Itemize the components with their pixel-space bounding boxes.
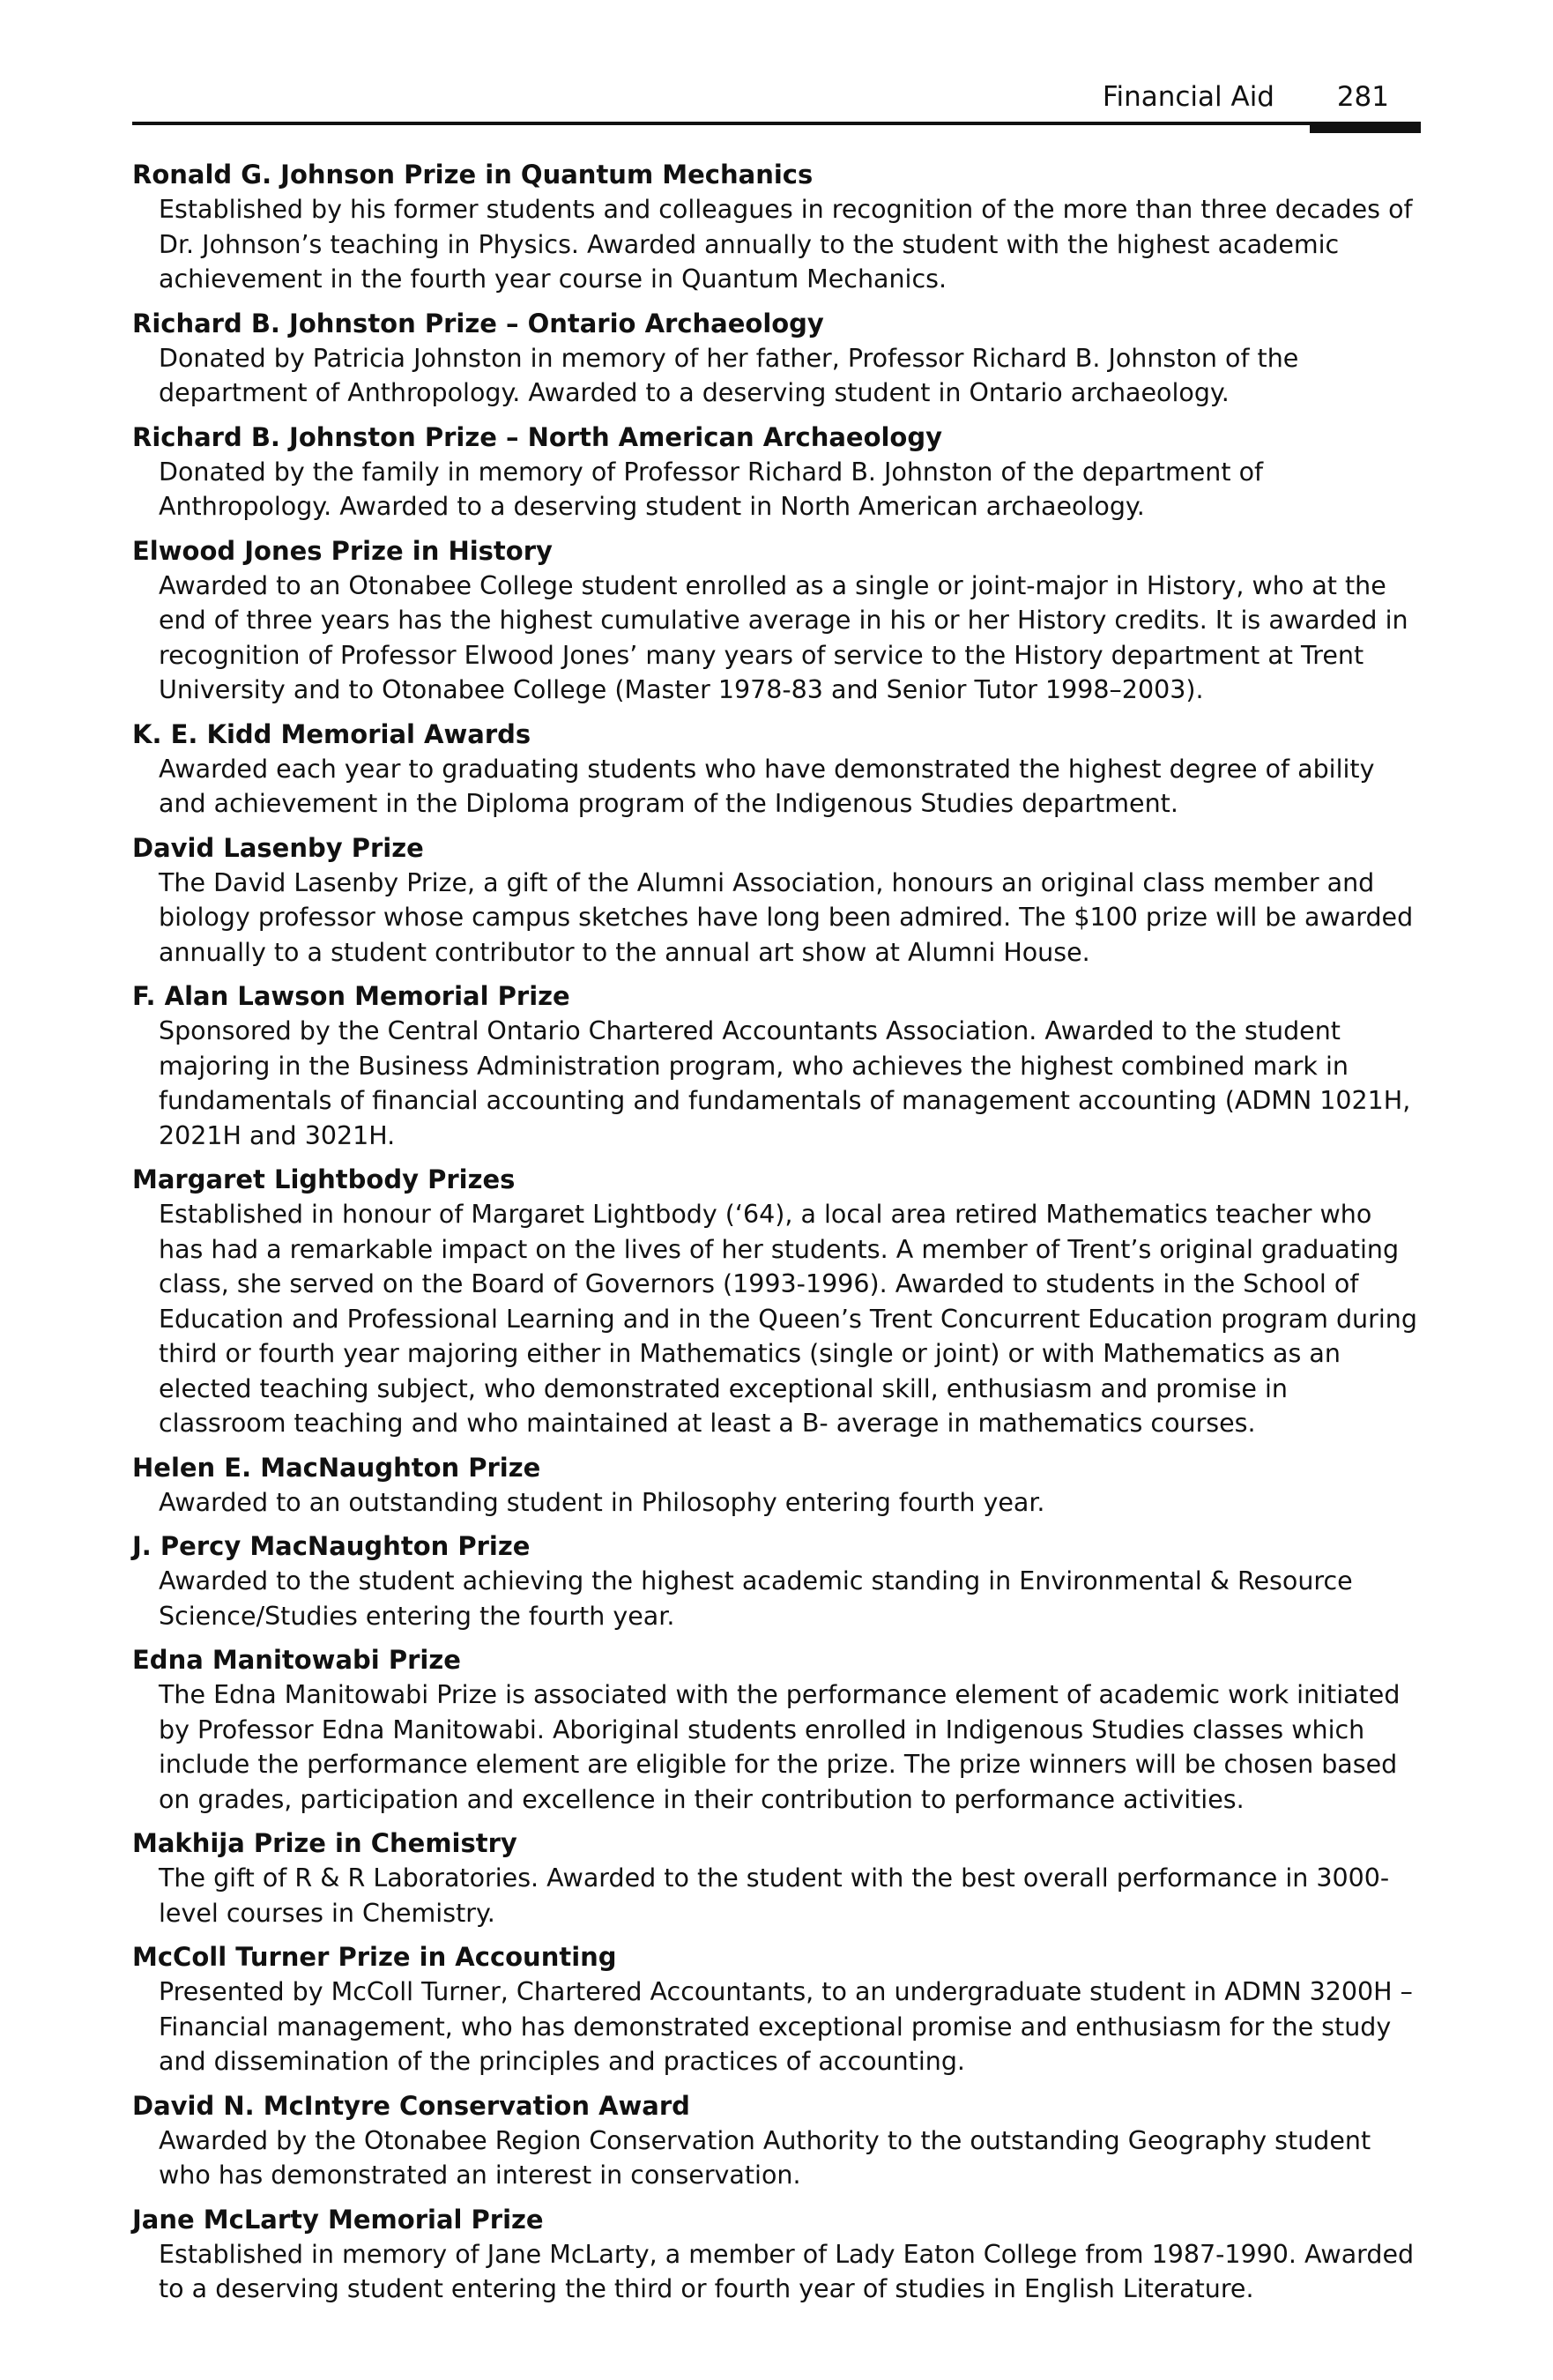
prize-description: The gift of R & R Laboratories. Awarded to the student with the best overall performance in 3000-level courses in Chemistry. — [159, 1863, 1390, 1928]
prize-entry — [132, 420, 1421, 524]
prize-description: Awarded each year to graduating students who have demonstrated the highest degree of ability and achievement in the Diploma program of the Indigenous Studies department. — [159, 754, 1375, 818]
prize-description: Sponsored by the Central Ontario Chartered Accountants Association. Awarded to the student majoring in the Business Administration program, who achieves the highest combined mark in fundamentals of financial accounting and fundamentals of management accounting (ADMN 1021H, 2021H and 3021H. — [159, 1016, 1411, 1150]
section-title: Financial Aid — [1102, 81, 1274, 113]
prize-entry — [132, 1826, 1421, 1930]
prize-description: The Edna Manitowabi Prize is associated with the performance element of academic work initiated by Professor Edna Manitowabi. Aboriginal students enrolled in Indigenous Studies classes which include the performance element are eligible for the prize. The prize winners will be chosen based on grades, participation and excellence in their contribution to performance activities. — [159, 1680, 1401, 1814]
prize-title: Helen E. MacNaughton Prize — [132, 1452, 541, 1483]
prize-title: Margaret Lightbody Prizes — [132, 1164, 516, 1194]
prize-title: F. Alan Lawson Memorial Prize — [132, 981, 570, 1011]
prize-title: Edna Manitowabi Prize — [132, 1645, 461, 1675]
prize-list — [132, 157, 1421, 2316]
prize-description: Donated by the family in memory of Professor Richard B. Johnston of the department of Anthropology. Awarded to a deserving student in North American archaeology. — [159, 457, 1264, 521]
header-tab-bar — [1310, 122, 1421, 133]
prize-title: K. E. Kidd Memorial Awards — [132, 718, 531, 749]
prize-description: Established by his former students and colleagues in recognition of the more than three decades of Dr. Johnson’s teaching in Physics. Awarded annually to the student with the highest academic achievement in the fourth year course in Quantum Mechanics. — [159, 195, 1413, 294]
prize-title: David N. McIntyre Conservation Award — [132, 2090, 690, 2121]
prize-entry — [132, 2088, 1421, 2193]
prize-entry — [132, 1642, 1421, 1817]
prize-title: J. Percy MacNaughton Prize — [132, 1531, 531, 1561]
prize-entry — [132, 830, 1421, 971]
prize-description: The David Lasenby Prize, a gift of the Alumni Association, honours an original class member and biology professor whose campus sketches have long been admired. The $100 prize will be awarded annually to a student contributor to the annual art show at Alumni House. — [159, 867, 1414, 967]
prize-title: Richard B. Johnston Prize – North American Archaeology — [132, 421, 943, 452]
prize-title: Ronald G. Johnson Prize in Quantum Mechanics — [132, 160, 814, 190]
prize-entry — [132, 717, 1421, 822]
prize-entry — [132, 2202, 1421, 2307]
prize-entry — [132, 1939, 1421, 2079]
prize-entry — [132, 157, 1421, 297]
prize-entry — [132, 978, 1421, 1153]
prize-entry — [132, 306, 1421, 411]
prize-description: Presented by McColl Turner, Chartered Accountants, to an undergraduate student in ADMN 3200H – Financial management, who has demonstrated exceptional promise and enthusiasm for the study and dissemination of the principles and practices of accounting. — [159, 1977, 1413, 2076]
prize-title: Makhija Prize in Chemistry — [132, 1828, 517, 1858]
prize-entry — [132, 1162, 1421, 1441]
prize-description: Awarded by the Otonabee Region Conservation Authority to the outstanding Geography student who has demonstrated an interest in conservation. — [159, 2125, 1371, 2190]
prize-description: Awarded to the student achieving the highest academic standing in Environmental & Resource Science/Studies entering the fourth year. — [159, 1566, 1353, 1631]
prize-description: Awarded to an outstanding student in Philosophy entering fourth year. — [159, 1487, 1045, 1517]
page-number: 281 — [1336, 81, 1389, 113]
header-rule — [132, 122, 1421, 125]
prize-entry — [132, 533, 1421, 708]
prize-description: Donated by Patricia Johnston in memory of her father, Professor Richard B. Johnston of the department of Anthropology. Awarded to a deserving student in Ontario archaeology. — [159, 343, 1299, 407]
prize-title: Richard B. Johnston Prize – Ontario Archaeology — [132, 308, 824, 338]
prize-entry — [132, 1450, 1421, 1521]
prize-title: David Lasenby Prize — [132, 832, 424, 863]
running-header — [132, 78, 1421, 130]
prize-entry — [132, 1528, 1421, 1633]
prize-title: Elwood Jones Prize in History — [132, 535, 553, 566]
prize-description: Established in honour of Margaret Lightbody (‘64), a local area retired Mathematics teacher who has had a remarkable impact on the lives of her students. A member of Trent’s original graduating class, she served on the Board of Governors (1993-1996). Awarded to students in the School of Education and Professional Learning and in the Queen’s Trent Concurrent Education program during third or fourth year majoring either in Mathematics (single or joint) or with Mathematics as an elected teaching subject, who demonstrated exceptional skill, enthusiasm and promise in classroom teaching and who maintained at least a B- average in mathematics courses. — [159, 1200, 1417, 1438]
prize-title: Jane McLarty Memorial Prize — [132, 2204, 544, 2235]
prize-description: Awarded to an Otonabee College student enrolled as a single or joint-major in History, who at the end of three years has the highest cumulative average in his or her History credits. It is awarded in recognition of Professor Elwood Jones’ many years of service to the History department at Trent University and to Otonabee College (Master 1978-83 and Senior Tutor 1998–2003). — [159, 570, 1408, 704]
prize-title: McColl Turner Prize in Accounting — [132, 1942, 617, 1972]
prize-description: Established in memory of Jane McLarty, a member of Lady Eaton College from 1987-1990. Awarded to a deserving student entering the third or fourth year of studies in English Literature. — [159, 2239, 1415, 2303]
